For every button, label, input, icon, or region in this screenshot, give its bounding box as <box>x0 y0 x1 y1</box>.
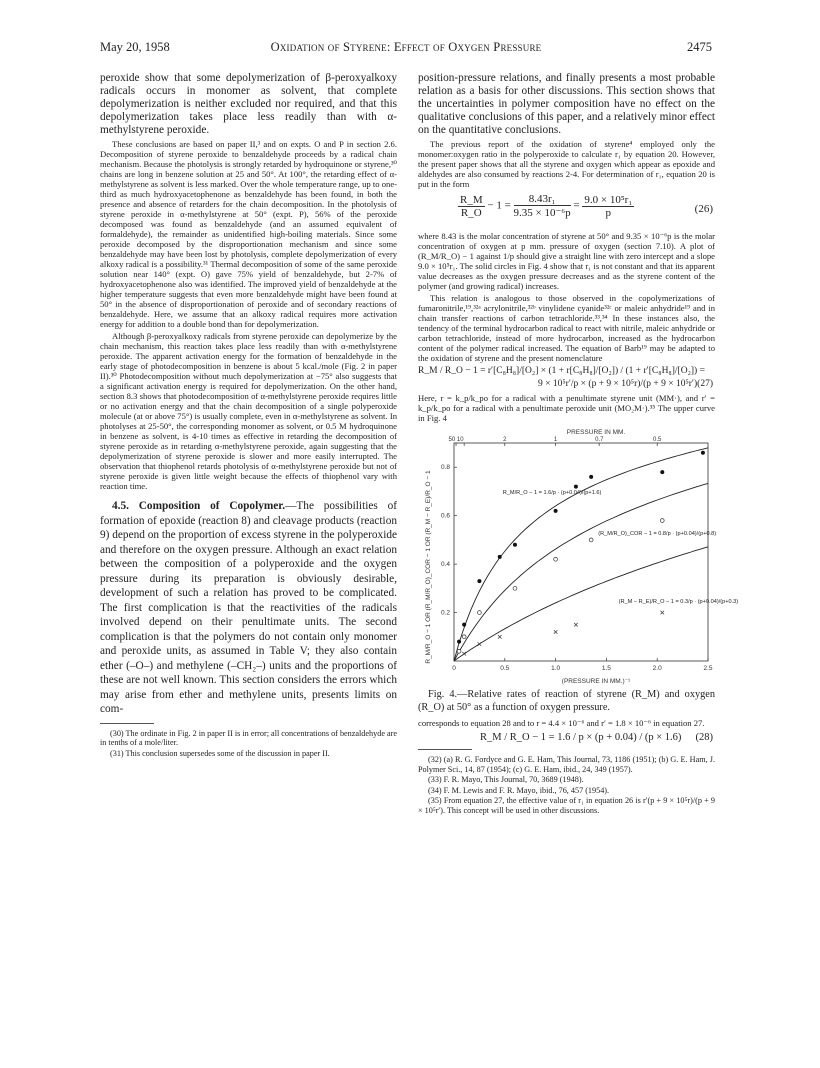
curve-label: R_M/R_O − 1 = 1.6/p · (p+0.04)/(p+1.6) <box>502 489 602 496</box>
top-tick-label: 0.5 <box>653 437 662 443</box>
section-heading: 4.5. Composition of Copolymer. <box>112 500 286 512</box>
figure-4 <box>418 425 739 687</box>
eq26-rhs: $\frac{\text{9.0 × 10⁵r₁}}{p}$ <box>584 193 633 219</box>
right-para-2: The previous report of the oxidation of styrene⁴ employed only the monomer:oxygen ratio in the polyperoxide to calculate r₁ by equation 20. However, the present paper shows that all the styrene and oxygen which appear as epoxide and aldehydes are also consumed by reactions 2-4. For determination of r₁, equation 20 is put in the form <box>418 139 715 189</box>
running-header <box>100 40 712 56</box>
x-tick-label: 0.5 <box>500 665 510 672</box>
data-point-solid <box>457 640 461 644</box>
data-point-solid <box>701 451 705 455</box>
y-tick-label: 0.4 <box>440 561 450 569</box>
right-column <box>418 72 739 817</box>
right-para-1: position-pressure relations, and finally presents a most probable relation as a basis for other discussions. This section shows that the uncertainties in polymer composition have no effect on the qualitative conclusions of this paper, and a relatively minor effect on the quantitative conclusions. <box>418 72 715 136</box>
data-point-solid <box>589 475 593 479</box>
section-body: —The possibilities of formation of epoxide (reaction 8) and cleavage products (reaction 9) depend on the proportion of excess styrene in the polyperoxide and therefore on the oxygen pressure. Although an exact relation between the composition of a polyperoxide and the oxygen pressure during its preparation is obviously desirable, development of such a relation has proved to be complicated. The first complication is that the reactivities of the radicals involved depend on their penultimate units. The second complication is that the polymers do not contain only monomer and peroxide units, as assumed in Table V; they also contain ether (–O–) and methylene (–CH₂–) units and the proportions of these are not well known. This section considers the errors which may arise from ether and methylene units, presents limits on com- <box>100 500 397 715</box>
data-point-solid <box>574 485 578 489</box>
data-point-open <box>457 649 461 653</box>
header-title: Oxidation of Styrene: Effect of Oxygen Pressure <box>270 40 542 54</box>
data-point-cross <box>554 630 558 634</box>
top-axis-label: PRESSURE IN MM. <box>566 429 626 436</box>
data-point-open <box>660 519 664 523</box>
header-date: May 20, 1958 <box>100 40 170 54</box>
data-point-open <box>478 611 482 615</box>
data-point-cross <box>498 635 502 639</box>
footnote-30: (30) The ordinate in Fig. 2 in paper II is in error; all concentrations of benzaldehyde are in tenths of a mole/liter. <box>100 728 397 748</box>
left-para-2: These conclusions are based on paper II,³ and on expts. O and P in section 2.6. Decomposition of styrene peroxide to benzaldehyde proceeds by a radical chain mechanism. Because the photolysis is strongly retarded by hydroquinone or styrene,³⁰ chains are long in benzene solution at 25 and 50°. At 100°, the retarding effect of α-methylstyrene as solvent is less marked. Over the whole temperature range, up to one-third as much hydroxyacetophenone as benzaldehyde has been found, in both the presence and absence of retarders for the chain decomposition. In the photolysis of styrene peroxide in α-methylstyrene at 50° (expt. P), 56% of the peroxide decomposed was found as benzaldehyde (and an assumed equivalent of formaldehyde), the remainder as unidentified high-boiling materials. Since some peroxide decomposed by the disproportionation mechanism and since some benzaldehyde may have been lost by photolysis, complete depolymerization of every alkoxy radical is a possibility.³¹ Thermal decomposition of some of the same peroxide solution near 140° (expt. O) gave 75% yield of benzaldehyde, but 2-7% of hydroxyacetophenone also was identified. The improved yield of benzaldehyde at the higher temperature suggests that even more benzaldehyde might have been found at 50° in the absence of disproportionation of peroxide and of secondary reactions of benzaldehyde. Here, we assume that an alkoxy radical requires more activation energy for addition to a double bond than for depolymerization. <box>100 139 397 329</box>
footnote-34: (34) F. M. Lewis and F. R. Mayo, ibid., 76, 457 (1954). <box>428 785 610 795</box>
data-point-cross <box>660 611 664 615</box>
data-point-solid <box>660 470 664 474</box>
footnote-31: (31) This conclusion supersedes some of the discussion in paper II. <box>110 748 330 758</box>
x-tick-label: 1.5 <box>601 665 611 672</box>
data-point-open <box>513 586 517 590</box>
equation-26: $\frac{R\_M}{R\_O}$ − 1 = $\frac{\text{8.43r₁}}{\text{9.35 × 10⁻⁶p}}$ = $\frac{\text{9.0 × 10⁵r₁}}{p}$ (26) <box>460 193 713 219</box>
y-tick-label: 0.8 <box>440 464 450 472</box>
eq26-mid: $\frac{\text{8.43r₁}}{\text{9.35 × 10⁻⁶p}}$ <box>513 193 571 219</box>
section-4-5 <box>100 499 397 717</box>
right-para-4: This relation is analogous to those observed in the copolymerizations of fumaronitrile,¹⁹,³²ᵃ acrylonitrile,³²ᵇ vinylidene cyanide³²ᶜ or maleic anhydride¹⁹ and in chain transfer reactions of carbon tetrachloride.³³,³⁴ In these instances also, the tendency of the terminal hydrocarbon radical to react with nitrile, maleic anhydride or carbon tetrachloride, instead of more hydrocarbon, increased as the hydrocarbon content of the polymer radical increased. The equation of Barb¹⁹ may be adapted to the oxidation of styrene and the present nomenclature <box>418 293 715 363</box>
top-tick-label: 0.7 <box>595 437 604 443</box>
data-point-solid <box>462 623 466 627</box>
footnote-32: (32) (a) R. G. Fordyce and G. E. Ham, This Journal, 73, 1186 (1951); (b) G. E. Ham, J. Polymer Sci., 14, 87 (1954); (c) G. E. Ham, ibid., 24, 349 (1957). <box>418 755 715 774</box>
data-point-open <box>462 635 466 639</box>
figure-4-caption: Fig. 4.—Relative rates of reaction of styrene (R_M) and oxygen (R_O) at 50° as a function of oxygen pressure. <box>418 689 715 713</box>
top-tick-label: 50 10 <box>448 437 464 443</box>
left-column <box>100 72 397 759</box>
x-tick-label: 0 <box>452 665 456 672</box>
right-para-5: Here, r = k_p/k_po for a radical with a penultimate styrene unit (MM·), and r′ = k_p/k_po for a radical with a penultimate peroxide unit (MO₂M·).³⁵ The upper curve in Fig. 4 <box>418 393 715 423</box>
right-para-6: corresponds to equation 28 and to r = 4.4 × 10⁻⁶ and r′ = 1.8 × 10⁻⁶ in equation 27. <box>418 718 705 728</box>
footnote-35: (35) From equation 27, the effective value of r₁ in equation 26 is r′(p + 9 × 10⁵r)/(p + 9 × 10⁵r′). This concept will be used in other discussions. <box>418 796 715 815</box>
x-tick-label: 2.5 <box>703 665 713 672</box>
footnote-rule <box>100 723 154 724</box>
curve-label: (R_M − R_E)/R_O − 1 = 0.3/p · (p+0.04)/(p+0.3) <box>618 598 739 605</box>
data-point-open <box>589 538 593 542</box>
equation-27: R_M / R_O − 1 = r′[C₈H₈]/[O₂] × (1 + r[C₈H₈]/[O₂]) / (1 + r′[C₈H₈]/[O₂]) = 9 × 10⁵r′/p × (p + 9 × 10⁵r)/(p + 9 × 10⁵r′) (27) <box>418 366 713 389</box>
footnote-rule-right <box>418 749 472 750</box>
data-point-cross <box>574 623 578 627</box>
data-point-cross <box>478 642 482 646</box>
eq26-number: (26) <box>694 203 713 215</box>
equation-28: R_M / R_O − 1 = 1.6 / p × (p + 0.04) / (p × 1.6) (28) <box>480 732 713 743</box>
x-tick-label: 2.0 <box>652 665 662 672</box>
data-point-open <box>554 557 558 561</box>
eq26-lhs: $\frac{R\_M}{R\_O}$ <box>460 193 483 219</box>
left-para-1: peroxide show that some depolymerization of β-peroxyalkoxy radicals occurs in monomer as solvent, that complete depolymerization is neither excluded nor required, and that this depolymerization takes place less readily than with α-methylstyrene peroxide. <box>100 72 397 136</box>
y-axis-label: R_M/R_O − 1 OR (R_M/R_O)_COR − 1 OR (R_M − R_E)/R_O − 1 <box>425 470 432 664</box>
data-point-solid <box>477 579 481 583</box>
data-point-solid <box>498 555 502 559</box>
data-point-cross <box>462 652 466 656</box>
curve-upper <box>454 448 708 661</box>
top-tick-label: 1 <box>553 437 558 443</box>
data-point-solid <box>513 543 517 547</box>
eq27-number: (27) <box>697 379 713 389</box>
references <box>418 755 715 816</box>
top-tick-label: 2 <box>503 437 507 443</box>
curve-middle <box>454 483 708 660</box>
figure-4-chart <box>418 425 739 687</box>
curve-label: (R_M/R_O)_COR − 1 = 0.8/p · (p+0.04)/(p+0.8) <box>598 531 717 538</box>
data-point-solid <box>554 509 558 513</box>
y-tick-label: 0.6 <box>440 512 450 520</box>
page-number: 2475 <box>687 40 712 54</box>
right-para-3: where 8.43 is the molar concentration of styrene at 50° and 9.35 × 10⁻⁶p is the molar concentration of oxygen at p mm. pressure of oxygen (section 7.10). A plot of (R_M/R_O) − 1 against 1/p should give a straight line with zero intercept and a slope 9.0 × 10⁵r₁. The solid circles in Fig. 4 show that r₁ is not constant and that its apparent value decreases as the oxygen pressure decreases and as the styrene content of the polymer (and growing radical) increases. <box>418 231 715 291</box>
plot-frame <box>454 443 708 661</box>
y-tick-label: 0.2 <box>440 609 450 617</box>
left-para-3: Although β-peroxyalkoxy radicals from styrene peroxide can depolymerize by the chain mechanism, this reaction takes place less readily than with α-methylstyrene peroxide. The apparent activation energy for the formation of benzaldehyde in the early stage of photodecomposition in benzene is about 5 kcal./mole (Fig. 2 in paper II).³⁰ Photodecomposition without much depolymerization at −75° also suggests that a significant activation energy is required for depolymerization. On the other hand, section 8.3 shows that photodecomposition of α-methylstyrene peroxide requires little or no activation energy and that the chain decomposition of a single polyperoxide molecule (at or above 75°) is usually complete, even in α-methylstyrene as solvent. In photolyses at 25-50°, the corresponding monomer as solvent, or 0.5 M hydroquinone in benzene as solvent, is 4-10 times as effective in retarding the decomposition of styrene peroxide as in retarding α-methylstyrene peroxide, again suggesting that the depolymerization of styrene peroxide is slower and more easily interrupted. The observation that thiophenol retards photolysis of α-methylstyrene peroxide but not of styrene peroxide is given little weight because the effects of thiophenol vary with reaction time. <box>100 331 397 491</box>
x-axis-label: (PRESSURE IN MM.)⁻¹ <box>561 678 631 685</box>
footnote-33: (33) F. R. Mayo, This Journal, 70, 3689 (1948). <box>428 775 584 785</box>
x-tick-label: 1.0 <box>551 665 561 672</box>
eq28-number: (28) <box>695 732 713 743</box>
